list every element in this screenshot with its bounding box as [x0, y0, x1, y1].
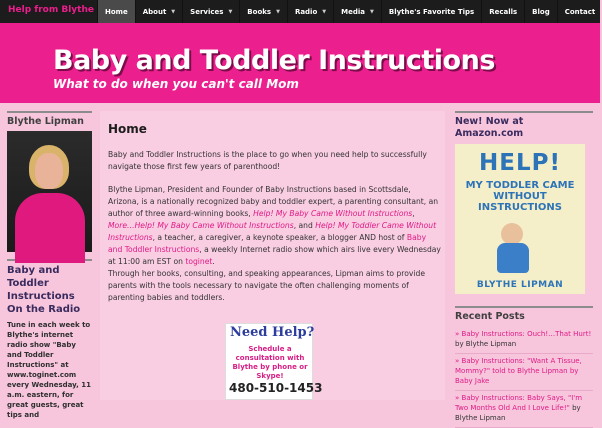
mission-paragraph: Through her books, consulting, and speaking appearances, Lipman aims to provide parents with the tools necessary to navigate the often challenging moments of parenting babies and toddlers.	[108, 269, 426, 302]
profile-widget-title: Blythe Lipman	[7, 111, 92, 128]
main-content	[100, 111, 445, 400]
nav-item-contact[interactable]	[557, 0, 602, 23]
nav-item-label: Services	[190, 7, 224, 16]
recent-post-title[interactable]: Baby Instructions: Baby Says, "I'm Two Months Old And I Love Life!"	[455, 394, 583, 412]
radio-widget-title: Baby and Toddler Instructions On the Radio	[7, 259, 92, 316]
nav-item-label: Radio	[294, 7, 318, 16]
site-header	[0, 23, 600, 103]
nav-item-label: Media	[341, 7, 365, 16]
bio-text: , and	[293, 221, 316, 230]
nav-item-recalls[interactable]	[481, 0, 524, 23]
chevron-down-icon: ▼	[228, 8, 233, 15]
recent-post-item[interactable]	[455, 327, 593, 354]
need-help-banner[interactable]	[225, 323, 323, 400]
recent-posts-title: Recent Posts	[455, 306, 593, 323]
chevron-down-icon: ▼	[276, 8, 280, 15]
recent-posts-list	[455, 327, 593, 428]
nav-item-services[interactable]	[182, 0, 239, 23]
nav-item-label: Home	[105, 7, 128, 16]
bio-text: .	[212, 257, 215, 266]
recent-post-item[interactable]	[455, 354, 593, 391]
chevron-down-icon: ▼	[370, 8, 374, 15]
book-link-baby[interactable]: Help! My Baby Came Without Instructions	[253, 209, 413, 218]
book-link-more-baby[interactable]: More…Help! My Baby Came Without Instructions	[108, 221, 294, 230]
need-help-phone: 480-510-1453	[229, 381, 323, 395]
radio-widget-text: Tune in each week to Blythe's internet radio show "Baby and Toddler Instructions" at www.toginet.com every Wednesday, 11 a.m. eastern, for great guests, great tips and	[7, 321, 92, 419]
blythe-lipman-photo	[7, 131, 92, 252]
book-cover-help: HELP!	[479, 150, 561, 176]
right-sidebar	[455, 111, 593, 428]
nav-item-radio[interactable]	[287, 0, 333, 23]
chevron-down-icon: ▼	[171, 8, 176, 15]
toginet-link[interactable]: toginet	[185, 257, 213, 266]
bullet-arrow-icon: »	[455, 394, 462, 402]
main-menu	[97, 0, 602, 23]
bio-paragraph	[108, 184, 442, 268]
nav-item-label: Books	[247, 7, 272, 16]
recent-post-author: by Blythe Lipman	[455, 340, 517, 348]
book-cover-subtitle: MY TODDLER CAME WITHOUT INSTRUCTIONS	[465, 180, 575, 213]
intro-paragraph: Baby and Toddler Instructions is the place to go when you need help to successfully navigate those first few years of parenthood!	[108, 150, 427, 171]
book-cover-toddler[interactable]	[455, 144, 585, 294]
nav-item-label: Blog	[532, 7, 550, 16]
book-link-toddler[interactable]: Help! My Toddler Came Without Instructions	[108, 221, 437, 242]
left-sidebar	[7, 111, 92, 420]
nav-item-blythe-s-favorite-tips[interactable]	[381, 0, 481, 23]
amazon-widget-title: New! Now at Amazon.com	[455, 111, 593, 140]
nav-item-label: About	[142, 7, 167, 16]
bio-text: , a teacher, a caregiver, a keynote speaker, a blogger AND host of	[152, 233, 407, 242]
need-help-title: Need Help?	[230, 325, 315, 340]
nav-item-blog[interactable]	[524, 0, 557, 23]
bullet-arrow-icon: »	[455, 330, 462, 338]
recent-post-item[interactable]	[455, 391, 593, 428]
nav-item-books[interactable]	[239, 0, 287, 23]
bio-text: , a weekly Internet radio show which airs live every Wednesday at 11:00 am EST on	[108, 245, 441, 266]
page-title: Home	[108, 122, 147, 136]
bio-text: Blythe Lipman, President and Founder of Baby Instructions based in Scottsdale, Arizona, is a nationally recognized baby and toddler expert, a parenting consultant, an author of three award-winning books,	[108, 185, 439, 218]
nav-item-home[interactable]	[97, 0, 135, 23]
bullet-arrow-icon: »	[455, 357, 462, 365]
site-name-link[interactable]: Help from Blythe	[8, 5, 94, 15]
nav-item-about[interactable]	[135, 0, 182, 23]
nav-item-label: Recalls	[489, 7, 518, 16]
recent-post-title[interactable]: Baby Instructions: "Want A Tissue, Mommy?" told to Blythe Lipman by Baby Jake	[455, 357, 582, 385]
book-cover-author: BLYTHE LIPMAN	[476, 280, 564, 290]
recent-post-author: by Blythe Lipman	[455, 404, 581, 422]
nav-item-media[interactable]	[333, 0, 381, 23]
need-help-subtitle: Schedule a consultation with Blythe by phone or Skype!	[232, 345, 308, 380]
bio-text: ,	[412, 209, 415, 218]
nav-item-label: Contact	[564, 7, 596, 16]
radio-show-link[interactable]: Baby and Toddler Instructions	[108, 233, 427, 254]
chevron-down-icon: ▼	[322, 8, 327, 15]
nav-item-label: Blythe's Favorite Tips	[388, 7, 475, 16]
site-title[interactable]: Baby and Toddler Instructions	[53, 45, 495, 76]
recent-post-title[interactable]: Baby Instructions: Ouch!…That Hurt!	[461, 330, 592, 338]
site-tagline: What to do when you can't call Mom	[53, 77, 299, 91]
radio-widget	[7, 259, 92, 420]
top-navigation-bar	[0, 0, 600, 23]
